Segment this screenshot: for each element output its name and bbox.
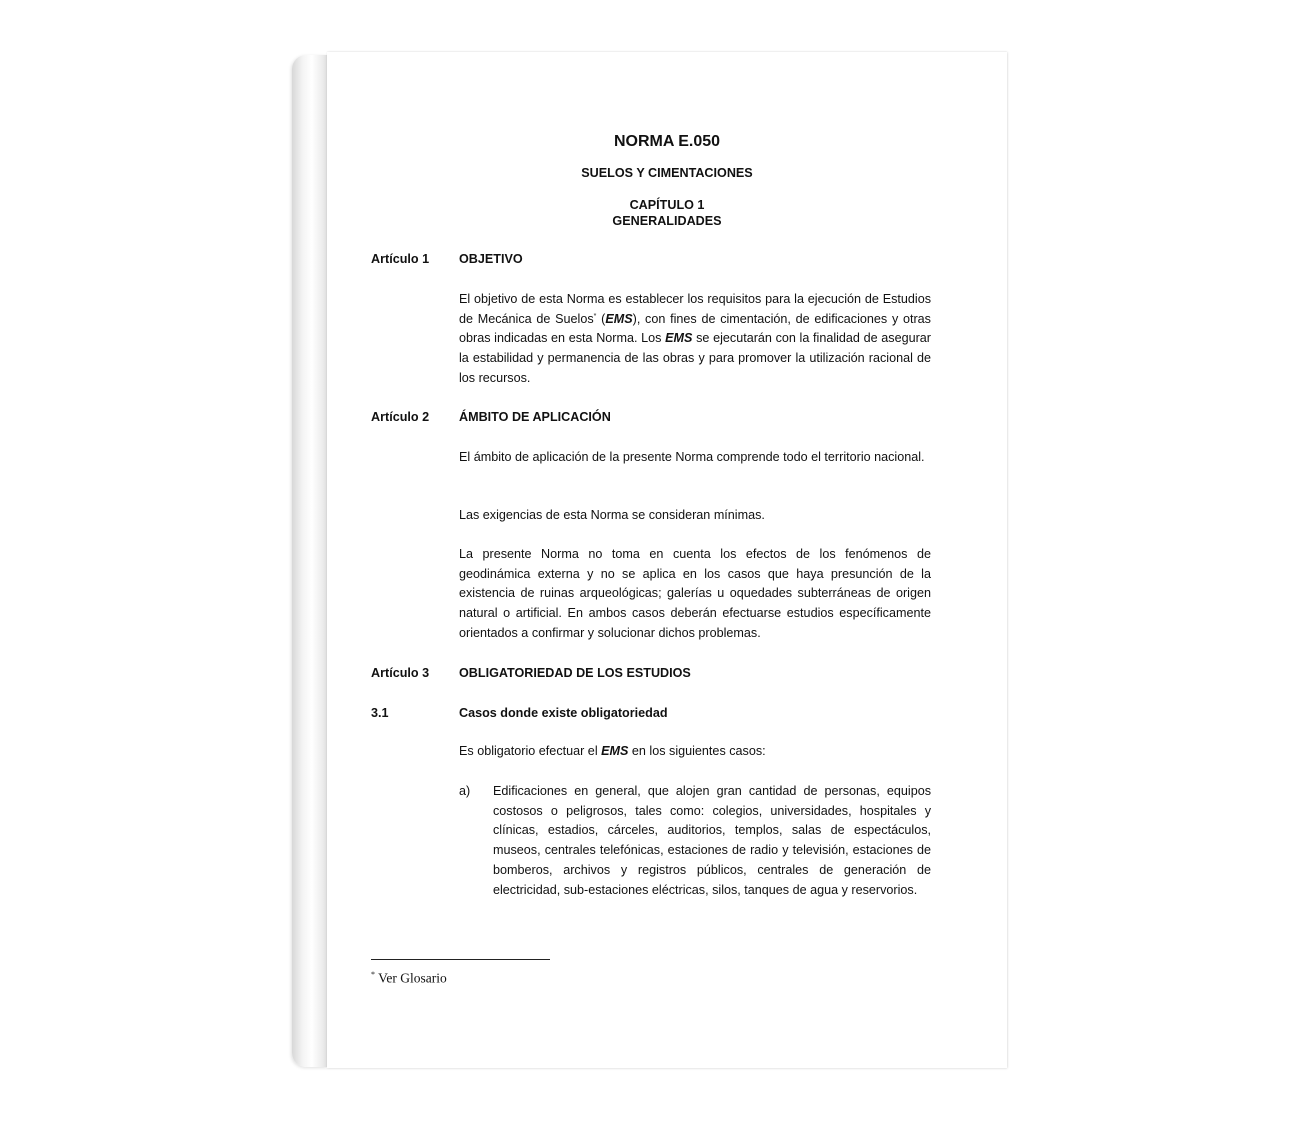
article-1-label: Artículo 1 bbox=[371, 252, 430, 266]
article-1-heading: OBJETIVO bbox=[459, 252, 523, 266]
section-3-1-number: 3.1 bbox=[371, 706, 389, 720]
binder-spine bbox=[292, 55, 328, 1067]
footnote-divider bbox=[371, 959, 550, 960]
article-2-paragraph-1: El ámbito de aplicación de la presente Norma comprende todo el territorio nacional. bbox=[459, 450, 925, 464]
article-2-paragraph-2: Las exigencias de esta Norma se consideran mínimas. bbox=[459, 508, 765, 522]
section-3-1-intro: Es obligatorio efectuar el EMS en los siguientes casos: bbox=[459, 744, 766, 758]
article-3-label: Artículo 3 bbox=[371, 666, 430, 680]
section-3-1-heading: Casos donde existe obligatoriedad bbox=[459, 706, 668, 720]
article-2-paragraph-3: La presente Norma no toma en cuenta los efectos de los fenómenos de geodinámica externa y no se aplica en los casos que haya presunción de la existencia de ruinas arqueológicas; galerías u oquedades subterráneas de origen natural o artificial. En ambos casos deberán efectuarse estudios específicamente orientados a confirmar y solucionar dichos problemas. bbox=[459, 547, 931, 640]
article-1-paragraph: El objetivo de esta Norma es establecer los requisitos para la ejecución de Estudios de Mecánica de Suelos* (EMS), con fines de cimentación, de edificaciones y otras obras indicadas en esta Norma. Los EMS se ejecutarán con la finalidad de asegurar la estabilidad y permanencia de las obras y para promover la utilización racional de los recursos. bbox=[459, 292, 931, 385]
page-title: NORMA E.050 bbox=[613, 133, 721, 150]
list-item-letter: a) bbox=[459, 784, 471, 798]
document-subtitle: SUELOS Y CIMENTACIONES bbox=[581, 166, 753, 180]
chapter-number: CAPÍTULO 1 bbox=[629, 198, 705, 212]
article-2-label: Artículo 2 bbox=[371, 410, 430, 424]
chapter-title: GENERALIDADES bbox=[612, 214, 722, 228]
footnote: * Ver Glosario bbox=[371, 970, 447, 986]
article-2-heading: ÁMBITO DE APLICACIÓN bbox=[459, 410, 611, 424]
article-3-heading: OBLIGATORIEDAD DE LOS ESTUDIOS bbox=[459, 666, 691, 680]
document-page bbox=[327, 52, 1007, 1068]
list-item-text: Edificaciones en general, que alojen gran cantidad de personas, equipos costosos o peligrosos, tales como: colegios, universidades, hospitales y clínicas, estadios, cárceles, auditorios, templos, salas de espectáculos, museos, centrales telefónicas, estaciones de radio y televisión, estaciones de bomberos, archivos y registros públicos, centrales de generación de electricidad, sub-estaciones eléctricas, silos, tanques de agua y reservorios. bbox=[493, 784, 931, 897]
